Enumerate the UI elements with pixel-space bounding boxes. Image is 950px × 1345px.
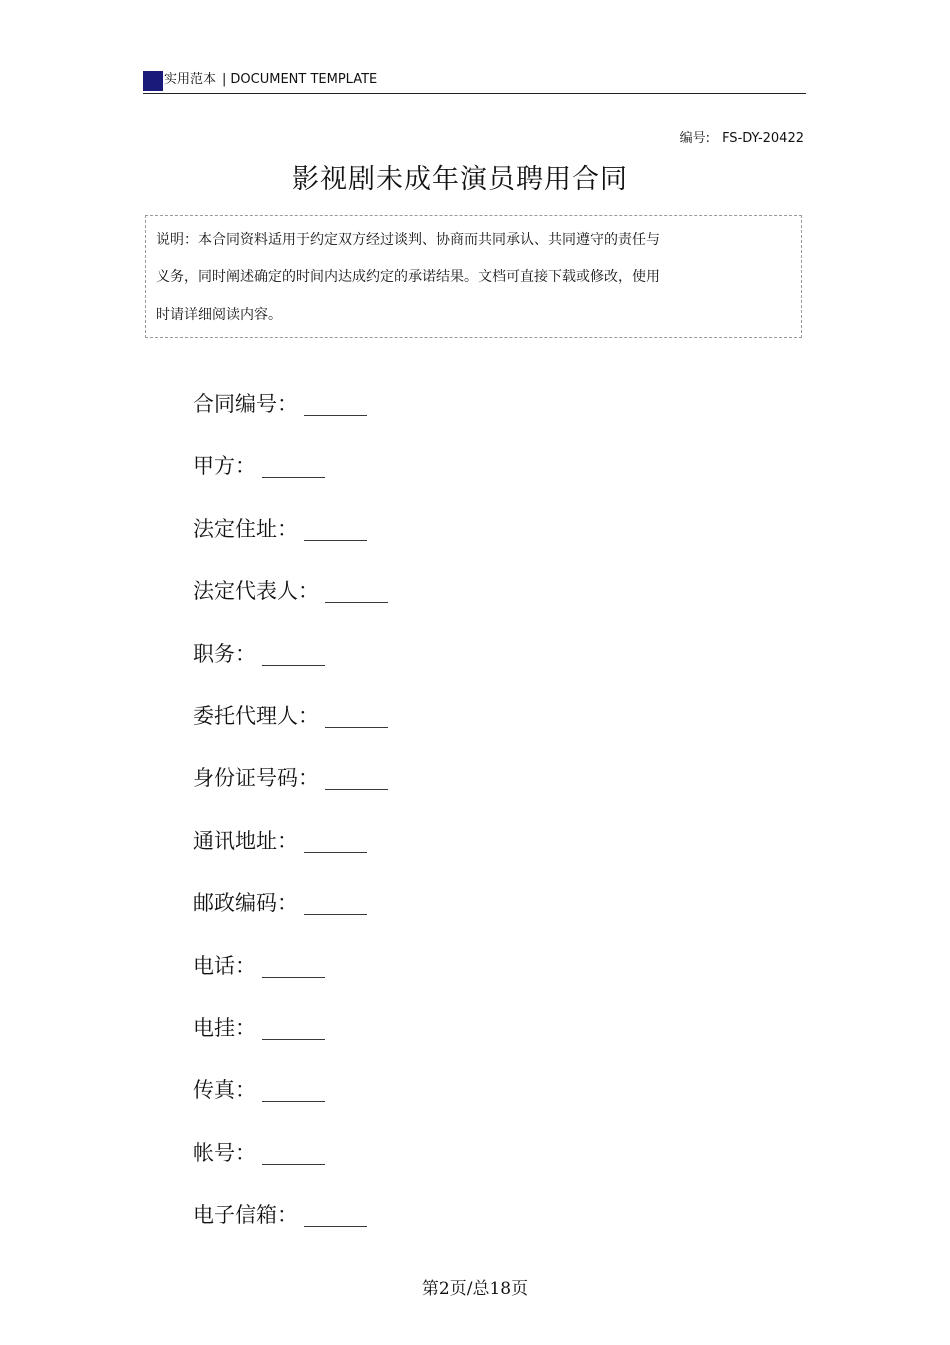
- field-label: 帐号：: [193, 1140, 256, 1165]
- field-label: 法定代表人：: [193, 579, 319, 604]
- header-subtitle: DOCUMENT TEMPLATE: [230, 72, 378, 87]
- field-blank: ______: [325, 766, 388, 791]
- field-label: 电话：: [193, 953, 256, 978]
- document-number-value: FS-DY-20422: [722, 131, 804, 146]
- field-blank: ______: [304, 516, 367, 541]
- brand-square-icon: [143, 71, 163, 91]
- field-blank: ______: [262, 1140, 325, 1165]
- header-text: [164, 72, 377, 88]
- field-label: 传真：: [193, 1078, 256, 1103]
- field-label: 电挂：: [193, 1015, 256, 1040]
- field-mailing-address: [193, 817, 388, 879]
- note-line: 时请详细阅读内容。: [156, 307, 282, 323]
- field-blank: ______: [325, 579, 388, 604]
- field-party-a: [193, 442, 388, 504]
- document-number-label: 编号:: [679, 131, 711, 146]
- field-id-number: [193, 754, 388, 816]
- field-blank: ______: [304, 1203, 367, 1228]
- note-line: 义务，同时阐述确定的时间内达成约定的承诺结果。文档可直接下载或修改，使用: [156, 269, 660, 285]
- field-label: 职务：: [193, 641, 256, 666]
- field-blank: ______: [304, 828, 367, 853]
- header-separator: |: [222, 72, 227, 87]
- field-label: 邮政编码：: [193, 891, 298, 916]
- header-brand: 实用范本: [164, 72, 217, 87]
- field-label: 通讯地址：: [193, 828, 298, 853]
- field-legal-address: [193, 505, 388, 567]
- field-label: 电子信箱：: [193, 1203, 298, 1228]
- note-line: 说明：本合同资料适用于约定双方经过谈判、协商而共同承认、共同遵守的责任与: [156, 232, 660, 248]
- page-header: [143, 69, 806, 94]
- field-blank: ______: [262, 454, 325, 479]
- field-email: [193, 1191, 388, 1253]
- field-postal-code: [193, 879, 388, 941]
- page-footer: 第2页/总18页: [421, 1279, 529, 1299]
- field-authorized-agent: [193, 692, 388, 754]
- field-position: [193, 630, 388, 692]
- field-blank: ______: [304, 392, 367, 416]
- field-blank: ______: [262, 1078, 325, 1103]
- field-blank: ______: [262, 641, 325, 666]
- note-box: [145, 215, 802, 338]
- field-label: 法定住址：: [193, 516, 298, 541]
- field-label: 甲方：: [193, 454, 256, 479]
- page-title: 影视剧未成年演员聘用合同: [292, 164, 628, 195]
- field-label: 合同编号：: [193, 392, 298, 416]
- contract-fields-list: [193, 380, 388, 1253]
- field-label: 委托代理人：: [193, 703, 319, 728]
- field-fax: [193, 1066, 388, 1128]
- field-blank: ______: [304, 891, 367, 916]
- field-label: 身份证号码：: [193, 766, 319, 791]
- field-blank: ______: [325, 703, 388, 728]
- field-telephone: [193, 942, 388, 1004]
- field-blank: ______: [262, 1015, 325, 1040]
- field-legal-representative: [193, 567, 388, 629]
- field-blank: ______: [262, 953, 325, 978]
- field-telegraph: [193, 1004, 388, 1066]
- field-contract-number: [193, 380, 388, 442]
- document-number: [680, 127, 804, 146]
- field-account-number: [193, 1129, 388, 1191]
